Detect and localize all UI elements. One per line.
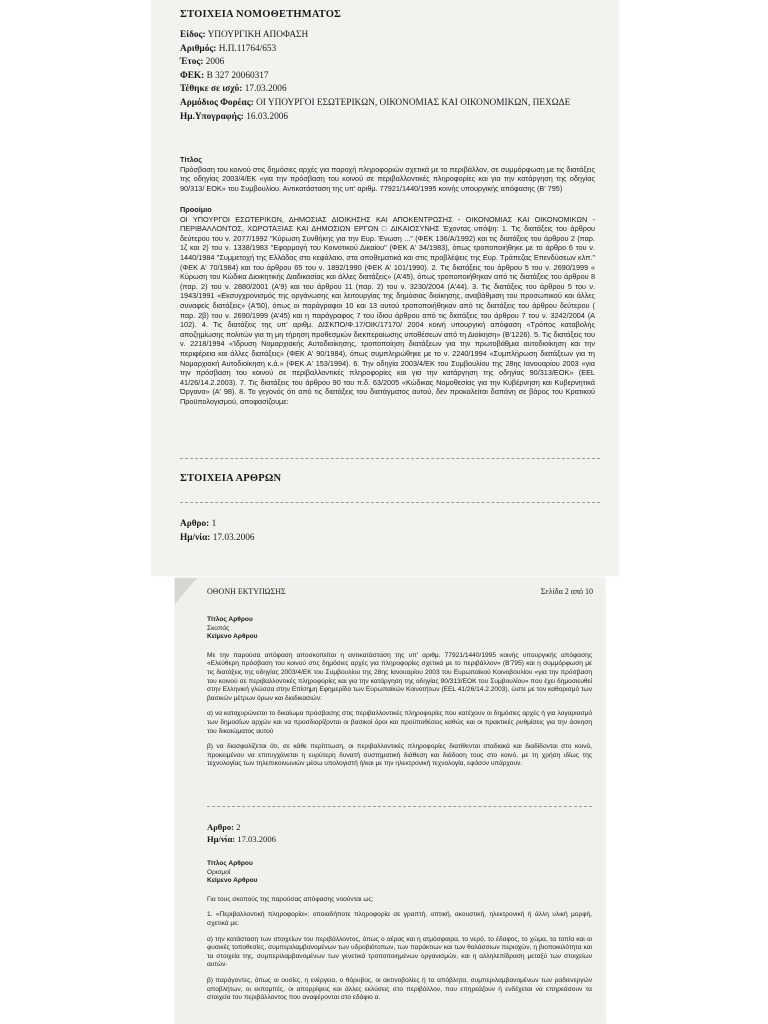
article-number: 2 <box>236 822 241 832</box>
article-paragraph: Για τους σκοπούς της παρούσας απόφασης νοούνται ως: <box>207 895 374 903</box>
article-title-label: Τίτλος Αρθρου <box>207 616 253 623</box>
article-1-content <box>207 616 592 776</box>
title-section <box>180 155 595 193</box>
article-date: 17.03.2006 <box>212 532 255 543</box>
meta-row-type: Είδος: ΥΠΟΥΡΓΙΚΗ ΑΠΟΦΑΣΗ <box>180 30 309 40</box>
article-paragraph: α) την κατάσταση των στοιχείων του περιβάλλοντος, όπως ο αέρας και η ατμόσφαιρα, το νερό, το έδαφος, το χώμα, τα τοπία και οι φυσικές τοποθεσίες, συμπεριλαμβανομένων των υδροβιότοπων, των παράκτιων και των θαλάσσιων περιοχών, η βιοποικιλότητα και τα στοιχεία της, συμπεριλαμβανομένων των γενετικά τροποποιημένων οργανισμών, και η αλληλεπίδραση μεταξύ των στοιχείων αυτών· <box>207 935 592 969</box>
articles-header: ΣΤΟΙΧΕΙΑ ΑΡΘΡΩΝ <box>180 473 282 484</box>
article-text-label: Κείμενο Αρθρου <box>207 633 258 641</box>
article-title-value: Ορισμοί <box>207 868 231 876</box>
article-title-value: Σκοπός <box>207 624 230 632</box>
article-paragraph: α) να κατοχυρώνεται το δικαίωμα πρόσβασης στις περιβαλλοντικές πληροφορίες που κατέχουν οι δημόσιες αρχές ή για λογαριασμό των δημοσίων αρχών και να προσδιορίζονται οι βασικοί όροι και προϋποθέσεις καθώς και οι πρακτικές ρυθμίσεις για την άσκηση του δικαιώματος αυτού <box>207 710 592 735</box>
meta-row-effective: Τέθηκε σε ισχύ: 17.03.2006 <box>180 84 287 95</box>
article-paragraph: β) να διασφαλίζεται ότι, σε κάθε περίπτωση, οι περιβαλλοντικές πληροφορίες διατίθενται σταδιακά και διαδίδονται στο κοινό, προκειμένου να επιτυγχάνεται η ευρύτερη δυνατή συστηματική διάθεση και διάδοση τους στο κοινό, με τη χρήση ιδίως της τεχνολογίας των τηλεπικοινωνιών μέσω υπολογιστή ή/και με την ηλεκτρονική τεχνολογία, εφόσον υπάρχουν. <box>207 743 592 768</box>
divider <box>180 502 600 503</box>
title-label: Τίτλος <box>180 155 202 164</box>
article-text-label: Κείμενο Αρθρου <box>207 877 258 885</box>
article-paragraph: Με την παρούσα απόφαση αποσκοπείται η αντικατάσταση της υπ' αριθμ. 77921/1440/1995 κοινής υπουργικής απόφασης «Ελεύθερη πρόσβαση του κοινού στις δημόσιες αρχές για πληροφορίες σχετικά με το περιβάλλον» (Β'795) και η συμμόρφωση με τις διατάξεις της οδηγίας 2003/4/ΕΚ του Συμβουλίου της 28ης Ιανουαρίου 2003 του Ευρωπαϊκού Κοινοβουλίου «για την πρόσβαση του κοινού σε περιβαλλοντικές πληροφορίες και για την κατάργηση της οδηγίας 90/313/ΕΟΚ του Συμβουλίου» που έχει δημοσιευθεί στην Ελληνική γλώσσα στην Επίσημη Εφημερίδα των Ευρωπαϊκών Κοινοτήτων (ΕΕL 41/26/14.2.2003), ώστε με τον καθορισμό των βασικών μέτρων όρων και διαδικασιών: <box>207 651 592 702</box>
article-2-meta: Αρθρο: 2 Ημ/νία: 17.03.2006 <box>207 822 276 844</box>
preamble-label: Προοίμιο <box>180 205 212 214</box>
meta-row-authority: Αρμόδιος Φορέας: ΟΙ ΥΠΟΥΡΓΟΙ ΕΣΩΤΕΡΙΚΩΝ, ΟΙΚΟΝΟΜΙΑΣ ΚΑΙ ΟΙΚΟΝΟΜΙΚΩΝ, ΠΕΧΩΔΕ <box>180 97 571 108</box>
page-fold <box>175 578 197 604</box>
meta-row-number: Αριθμός: Η.Π.11764/653 <box>180 43 277 54</box>
preamble-text: ΟΙ ΥΠΟΥΡΓΟΙ ΕΣΩΤΕΡΙΚΩΝ, ΔΗΜΟΣΙΑΣ ΔΙΟΙΚΗΣΗΣ ΚΑΙ ΑΠΟΚΕΝΤΡΩΣΗΣ - ΟΙΚΟΝΟΜΙΑΣ ΚΑΙ ΟΙΚΟΝΟΜΙΚΩΝ - ΠΕΡΙΒΑΛΛΟΝΤΟΣ, ΧΩΡΟΤΑΞΙΑΣ ΚΑΙ ΔΗΜΟΣΙΩΝ ΕΡΓΩΝ □ ΔΙΚΑΙΟΣΥΝΗΣ Έχοντας υπόψη: 1. Τις διατάξεις του άρθρου δεύτερου του ν. 2077/1992 "Κύρωση Συνθήκης για την Ευρ. Ένωση ..." (ΦΕΚ 136/Α/1992) και τις διατάξεις του άρθρου 2 (παρ. 1ζ και 2) του ν. 1338/1983 "Εφαρμογή του Κοινοτικού Δικαίου" (ΦΕΚ Α' 34/1983), όπως τροποποιήθηκε με το άρθρο 6 του ν. 1440/1984 "Συμμετοχή της Ελλάδας στο κεφάλαιο, στα αποθεματικά και στις προβλέψεις της Ευρ. Τράπεζας Επενδύσεων κλπ." (ΦΕΚ Α' 70/1984) και του άρθρου 65 του ν. 1892/1990 (ΦΕΚ Α' 101/1990). 2. Τις διατάξεις του άρθρου 5 του ν. 2690/1999 « Κύρωση του Κώδικα Διοικητικής Διαδικασίας και άλλες διατάξεις» (Α'45), όπως τροποποιήθηκαν από τις διατάξεις του άρθρου 8 (παρ. 2) του ν. 2880/2001 (Α'9) και του άρθρου 11 (παρ. 2) του ν. 3230/2004 (Α'44). 3. Τις διατάξεις του άρθρου 5 του ν. 1943/1991 «Εκσυγχρονισμός της οργάνωσης και λειτουργίας της δημόσιας διοίκησης, αναβάθμιση του προσωπικού και άλλες συναφείς διατάξεις» (Α'50), όπως οι παράγραφοι 10 και 13 αυτού τροποποιήθηκαν από τις διατάξεις του άρθρου δεύτερου ( παρ. 2β) του ν. 2690/1999 (Α'45) και η παράγραφος 7 του ίδιου άρθρου από τις διατάξεις του άρθρου 7 του ν. 3242/2004 (Α 102). 4. Τις διατάξεις της υπ' αριθμ. ΔΙΣΚΠΟ/Φ.17/ΟΙΚ/17170/ 2004 κοινή υπουργική απόφαση «Τρόπος καταβολής αποζημίωσης πολιτών για τη μη τήρηση προθεσμιών διεκπεραίωσης υποθέσεων από τη Διοίκηση» (Β'1226). 5. Τις διατάξεις του ν. 2218/1994 «Ίδρυση Νομαρχιακής Αυτοδιοίκησης, τροποποίηση διατάξεων για την πρωτοβάθμια αυτοδιοίκηση και την περιφέρεια και άλλες διατάξεις» (ΦΕΚ Α' 90/1984), όπως συμπληρώθηκε με το ν. 2240/1994 «Συμπλήρωση διατάξεων για τη Νομαρχιακή Αυτοδιοίκηση κ.ά.» (ΦΕΚ Α' 153/1994). 6. Την οδηγία 2003/4/ΕΚ του Συμβουλίου της 28ης Ιανουαρίου 2003 «για την πρόσβαση του κοινού σε περιβαλλοντικές πληροφορίες και για την κατάργηση της οδηγίας 90/313/ΕΟΚ» (ΕΕL 41/26/14.2.2003). 7. Τις διατάξεις του άρθρου 90 του π.δ. 63/2005 «Κώδικας Νομοθεσίας για την Κυβέρνηση και Κυβερνητικά Όργανα» (Α' 98). 8. Το γεγονός ότι από τις διατάξεις του διατάγματος αυτού, δεν προκαλείται δαπάνη σε βάρος του Κρατικού Προϋπολογισμού, αποφασίζουμε: <box>180 214 595 406</box>
article-meta: Αρθρο: 1 Ημ/νία: 17.03.2006 <box>180 519 255 543</box>
divider <box>180 458 600 459</box>
title-text: Πρόσβαση του κοινού στις δημόσιες αρχές για παροχή πληροφοριών σχετικά με το περιβάλλον, σε συμμόρφωση με τις διατάξεις της οδηγίας 2003/4/ΕΚ «για την πρόσβαση του κοινού σε περιβαλλοντικές πληροφορίες και για την κατάργηση της οδηγίας 90/313/ ΕΟΚ» του Συμβουλίου. Αντικατάσταση της υπ' αριθμ. 77921/1440/1995 κοινής υπουργικής απόφασης (Β' 795) <box>180 164 595 193</box>
metadata-block <box>180 29 600 124</box>
meta-row-fek: ΦΕΚ: Β 327 20060317 <box>180 70 269 81</box>
preamble-section <box>180 205 595 406</box>
page-indicator: Σελίδα 2 από 10 <box>540 587 593 596</box>
document-page-2 <box>175 578 605 1024</box>
article-paragraph: 1. «Περιβαλλοντική πληροφορία»: οποιαδήποτε πληροφορία σε γραπτή, οπτική, ακουστική, ηλεκτρονική ή άλλη υλική μορφή, σχετικά με: <box>207 911 592 927</box>
legislation-header: ΣΤΟΙΧΕΙΑ ΝΟΜΟΘΕΤΗΜΑΤΟΣ <box>180 9 342 20</box>
article-title-label: Τίτλος Αρθρου <box>207 860 253 867</box>
meta-row-year: Έτος: 2006 <box>180 57 225 68</box>
document-page-1 <box>152 0 618 575</box>
article-date: 17.03.2006 <box>237 834 276 844</box>
article-number: 1 <box>211 519 217 529</box>
divider <box>207 806 592 807</box>
meta-row-signed: Ημ.Υπογραφής: 16.03.2006 <box>180 111 289 122</box>
print-screen-label: ΟΘΟΝΗ ΕΚΤΥΠΩΣΗΣ <box>207 587 286 596</box>
article-2-content <box>207 860 592 1010</box>
article-paragraph: β) παράγοντες, όπως οι ουσίες, η ενέργεια, ο θόρυβος, οι ακτινοβολίες ή τα απόβλητα, συμπεριλαμβανομένων των ραδιενεργών αποβλήτων, οι εκπομπές, οι απορρίψεις και άλλες εκλύσεις στο περιβάλλον, που επηρεάζουν ή ενδέχεται να επηρεάσουν τα στοιχεία του περιβάλλοντος που αναφέρονται στο εδάφιο α. <box>207 976 592 1002</box>
